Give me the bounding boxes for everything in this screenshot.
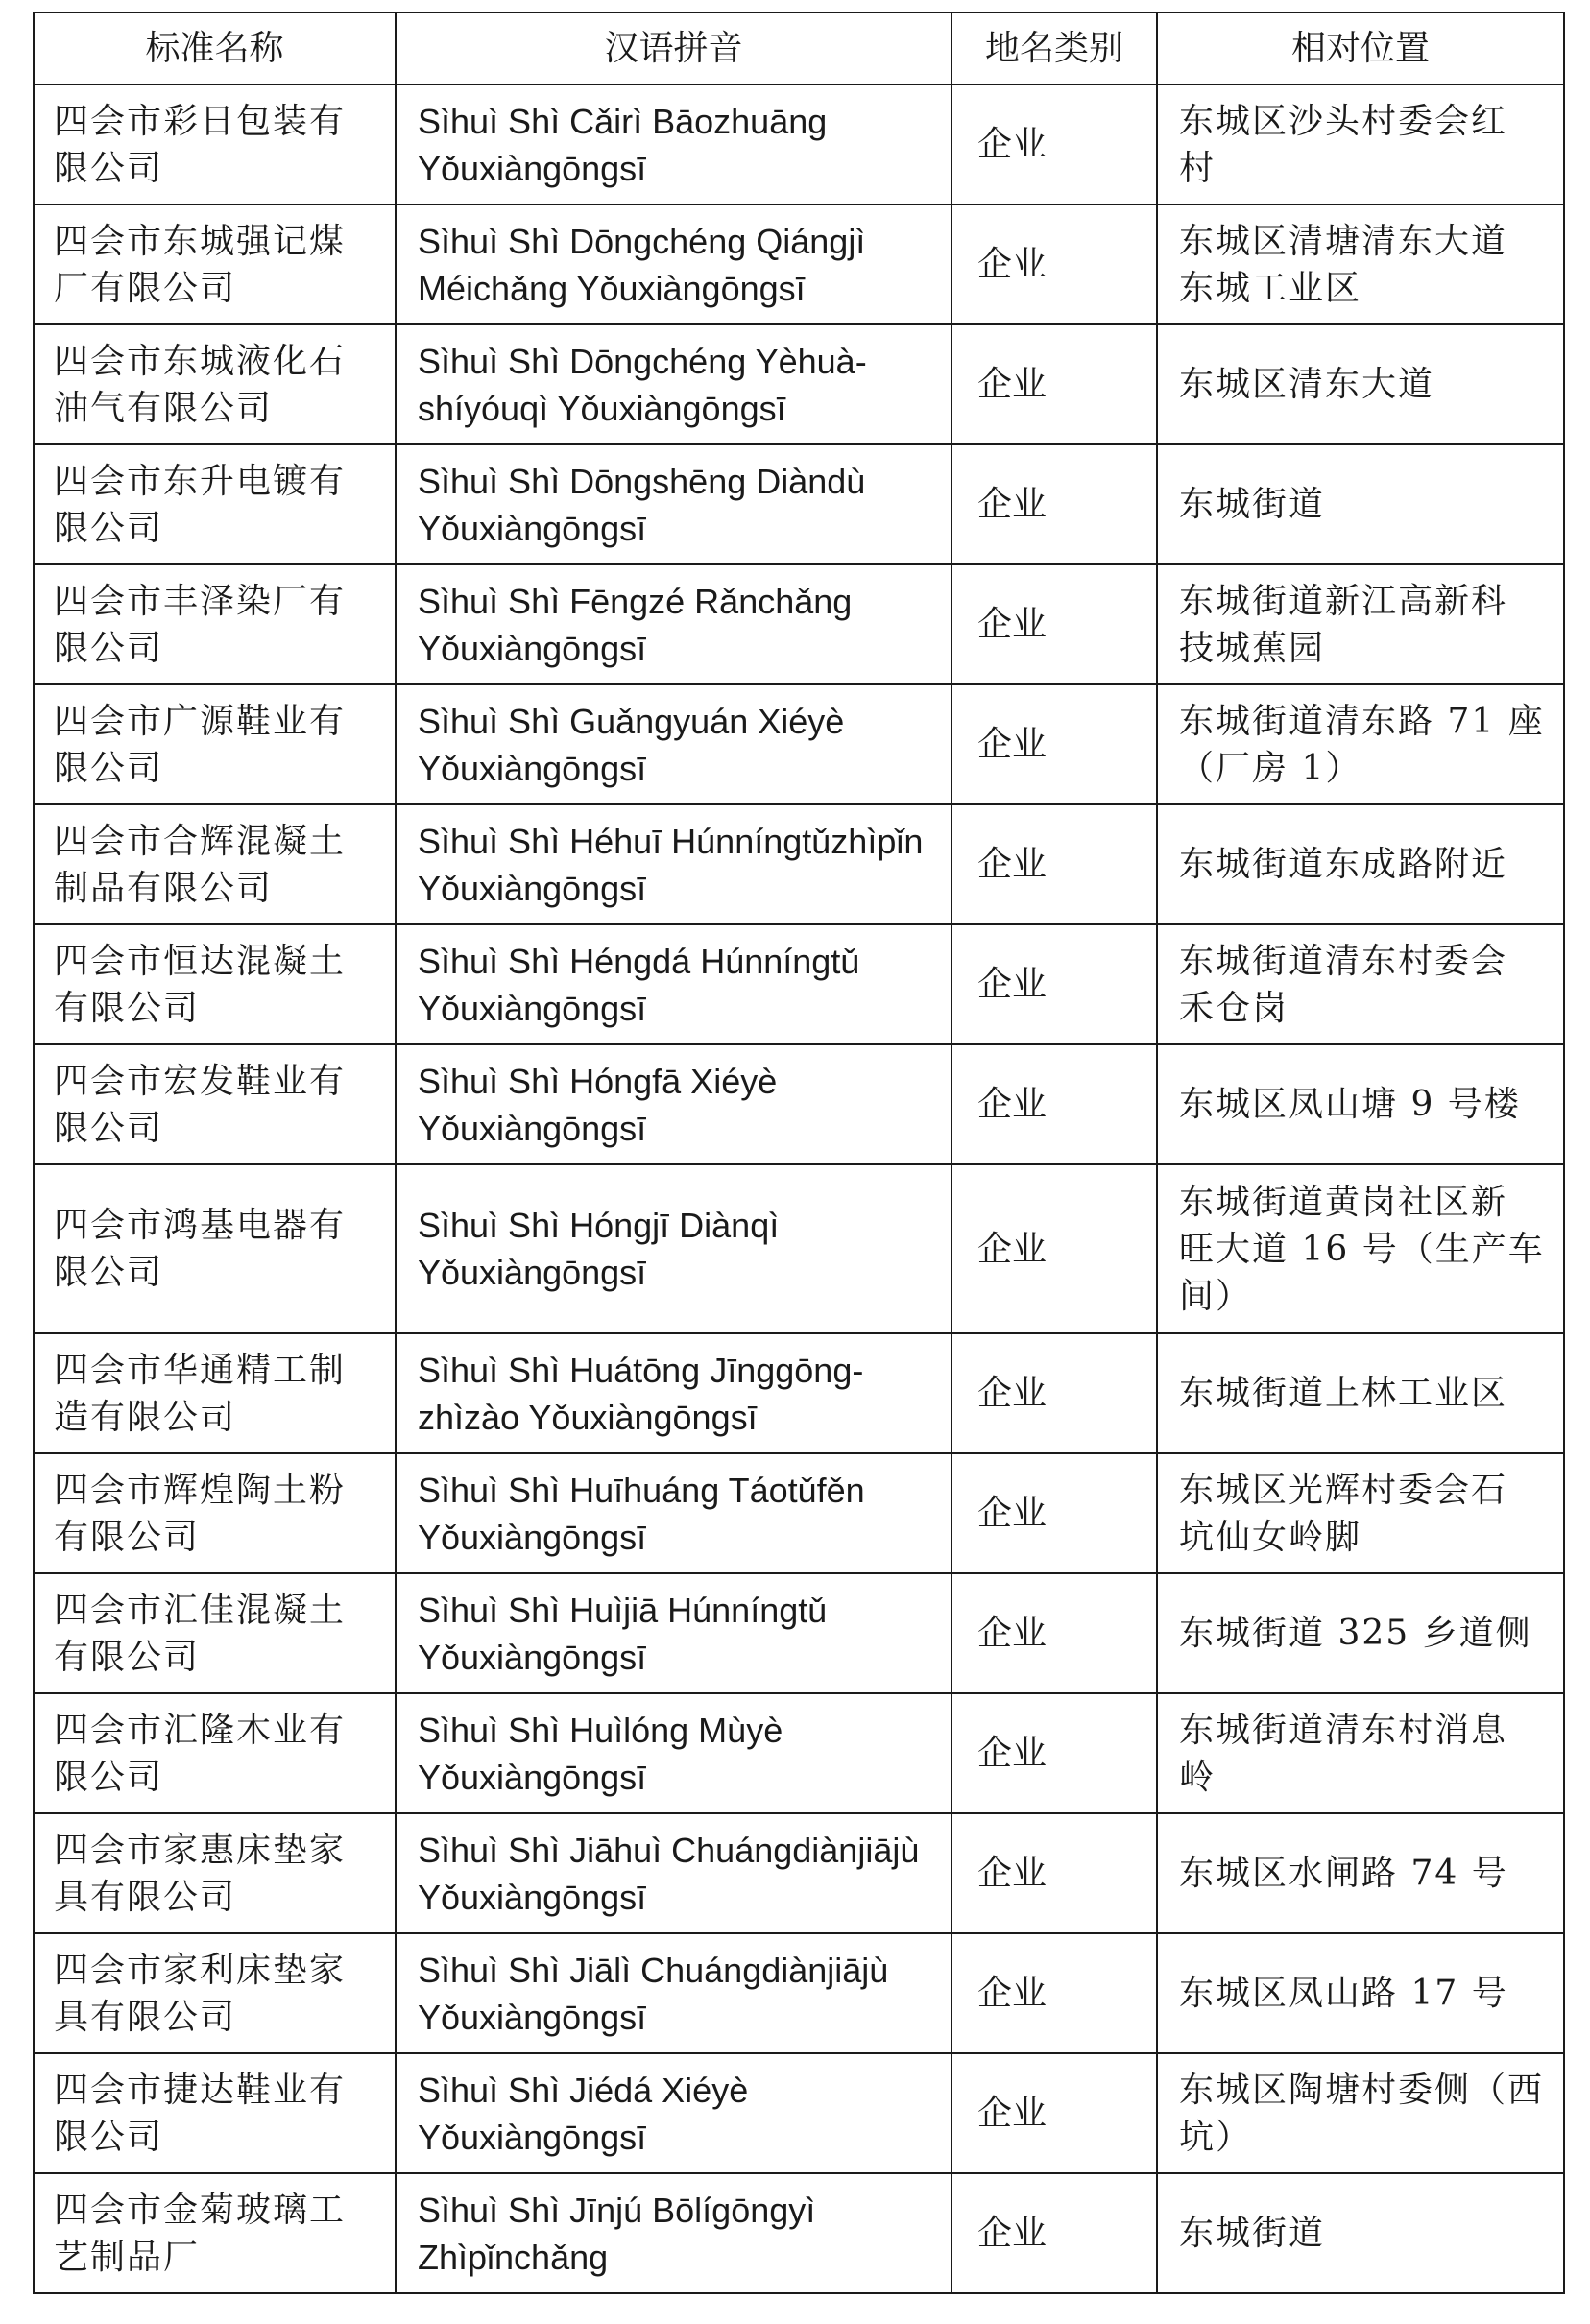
table-row: [34, 684, 1564, 804]
cell-line: 东城区水闸路 74 号: [1179, 1854, 1508, 1893]
table-row: [34, 1044, 1564, 1164]
category-cell: 企业: [952, 2053, 1157, 2173]
cell-line: Yǒuxiàngōngsī: [418, 1997, 647, 2037]
table-row: [34, 2173, 1564, 2293]
location-cell: [1157, 924, 1564, 1044]
cell-line: Méichǎng Yǒuxiàngōngsī: [418, 268, 806, 308]
cell-line: 东城区清东大道: [1179, 365, 1435, 404]
location-cell: [1157, 1693, 1564, 1813]
standard-name-cell: [34, 1813, 396, 1933]
pinyin-cell: [396, 1573, 952, 1693]
cell-line: Yǒuxiàngōngsī: [418, 748, 647, 788]
cell-line: 四会市金菊玻璃工: [54, 2190, 347, 2230]
category-cell: 企业: [952, 1333, 1157, 1453]
cell-line: 四会市华通精工制: [54, 1350, 347, 1390]
pinyin-cell: [396, 324, 952, 444]
table-row: [34, 1333, 1564, 1453]
location-cell: [1157, 684, 1564, 804]
table-row: [34, 84, 1564, 204]
cell-line: 东城区沙头村委会红: [1179, 101, 1508, 141]
cell-line: 四会市彩日包装有: [54, 101, 347, 141]
standard-name-cell: [34, 1573, 396, 1693]
cell-line: Yǒuxiàngōngsī: [418, 988, 647, 1028]
cell-line: 限公司: [54, 508, 164, 548]
table-row: [34, 1813, 1564, 1933]
category-cell: 企业: [952, 1164, 1157, 1333]
standard-name-cell: [34, 2173, 396, 2293]
cell-line: 有限公司: [54, 1637, 201, 1677]
cell-line: 旺大道 16 号（生产车: [1179, 1229, 1545, 1269]
category-cell: 企业: [952, 564, 1157, 684]
table-row: [34, 564, 1564, 684]
pinyin-cell: [396, 804, 952, 924]
cell-line: 东城街道黄岗社区新: [1179, 1182, 1508, 1222]
cell-line: Sìhuì Shì Huìjiā Húnníngtǔ: [418, 1590, 828, 1630]
category-cell: 企业: [952, 1693, 1157, 1813]
cell-line: 四会市东升电镀有: [54, 461, 347, 501]
cell-line: Yǒuxiàngōngsī: [418, 868, 647, 908]
cell-line: 技城蕉园: [1179, 628, 1326, 668]
cell-line: 四会市家惠床垫家: [54, 1830, 347, 1870]
cell-line: 四会市汇佳混凝土: [54, 1590, 347, 1630]
cell-line: 东城街道: [1179, 485, 1326, 524]
cell-line: Sìhuì Shì Jiédá Xiéyè: [418, 2070, 749, 2110]
cell-line: 四会市广源鞋业有: [54, 701, 347, 741]
pinyin-cell: [396, 1933, 952, 2053]
location-cell: [1157, 1164, 1564, 1333]
cell-line: 四会市东城液化石: [54, 341, 347, 381]
category-cell: 企业: [952, 204, 1157, 324]
cell-line: 四会市汇隆木业有: [54, 1710, 347, 1750]
cell-line: Sìhuì Shì Jiāhuì Chuángdiànjiājù: [418, 1830, 920, 1870]
pinyin-cell: [396, 2053, 952, 2173]
category-cell: 企业: [952, 924, 1157, 1044]
cell-line: 禾仓岗: [1179, 988, 1289, 1028]
category-cell: 企业: [952, 1813, 1157, 1933]
table-row: [34, 2053, 1564, 2173]
cell-line: 东城区陶塘村委侧（西: [1179, 2070, 1545, 2110]
category-cell: 企业: [952, 324, 1157, 444]
cell-line: Yǒuxiàngōngsī: [418, 628, 647, 668]
cell-line: 东城街道清东村消息: [1179, 1710, 1508, 1750]
table-header-row: [34, 12, 1564, 84]
table-row: [34, 1933, 1564, 2053]
cell-line: Sìhuì Shì Dōngshēng Diàndù: [418, 461, 866, 501]
cell-line: 东城街道清东村委会: [1179, 941, 1508, 981]
header-standard-name: 标准名称: [34, 12, 396, 84]
cell-line: 限公司: [54, 2117, 164, 2157]
location-cell: [1157, 1813, 1564, 1933]
table-row: [34, 324, 1564, 444]
category-cell: 企业: [952, 1044, 1157, 1164]
cell-line: 四会市宏发鞋业有: [54, 1061, 347, 1101]
table-row: [34, 1693, 1564, 1813]
cell-line: 间）: [1179, 1276, 1253, 1316]
cell-line: Sìhuì Shì Hóngjī Diànqì: [418, 1206, 780, 1245]
cell-line: 限公司: [54, 148, 164, 188]
table-row: [34, 1453, 1564, 1573]
cell-line: 具有限公司: [54, 1877, 237, 1917]
cell-line: 有限公司: [54, 1517, 201, 1557]
pinyin-cell: [396, 1693, 952, 1813]
cell-line: Sìhuì Shì Hóngfā Xiéyè: [418, 1061, 778, 1101]
standard-name-cell: [34, 804, 396, 924]
cell-line: Sìhuì Shì Dōngchéng Qiángjì: [418, 221, 866, 261]
standard-name-cell: [34, 1164, 396, 1333]
cell-line: 四会市鸿基电器有: [54, 1206, 347, 1245]
table-row: [34, 924, 1564, 1044]
cell-line: 岭: [1179, 1757, 1217, 1797]
category-cell: 企业: [952, 1933, 1157, 2053]
standard-name-cell: [34, 1333, 396, 1453]
cell-line: 四会市家利床垫家: [54, 1950, 347, 1990]
pinyin-cell: [396, 1333, 952, 1453]
cell-line: 四会市恒达混凝土: [54, 941, 347, 981]
cell-line: 厂有限公司: [54, 268, 237, 308]
category-cell: 企业: [952, 804, 1157, 924]
category-cell: 企业: [952, 84, 1157, 204]
cell-line: 限公司: [54, 628, 164, 668]
cell-line: 坑）: [1179, 2117, 1253, 2157]
header-location: 相对位置: [1157, 12, 1564, 84]
cell-line: 四会市东城强记煤: [54, 221, 347, 261]
cell-line: Yǒuxiàngōngsī: [418, 2117, 647, 2157]
cell-line: Yǒuxiàngōngsī: [418, 1253, 647, 1292]
cell-line: Yǒuxiàngōngsī: [418, 148, 647, 188]
cell-line: 有限公司: [54, 988, 201, 1028]
cell-line: 艺制品厂: [54, 2237, 201, 2277]
table-row: [34, 204, 1564, 324]
cell-line: 制品有限公司: [54, 868, 274, 908]
cell-line: Zhìpǐnchǎng: [418, 2237, 609, 2277]
cell-line: 限公司: [54, 1757, 164, 1797]
category-cell: 企业: [952, 1453, 1157, 1573]
location-cell: [1157, 1044, 1564, 1164]
table-row: [34, 1573, 1564, 1693]
cell-line: Sìhuì Shì Cǎirì Bāozhuāng: [418, 101, 828, 141]
pinyin-cell: [396, 444, 952, 564]
pinyin-cell: [396, 1164, 952, 1333]
cell-line: Sìhuì Shì Jīnjú Bōlígōngyì: [418, 2190, 816, 2230]
cell-line: 限公司: [54, 748, 164, 788]
pinyin-cell: [396, 84, 952, 204]
cell-line: 四会市合辉混凝土: [54, 821, 347, 861]
place-name-table: [33, 12, 1565, 2294]
cell-line: 村: [1179, 148, 1217, 188]
cell-line: Sìhuì Shì Huìlóng Mùyè: [418, 1710, 783, 1750]
cell-line: 东城区光辉村委会石: [1179, 1470, 1508, 1510]
table-body: [34, 84, 1564, 2293]
pinyin-cell: [396, 1453, 952, 1573]
location-cell: [1157, 2053, 1564, 2173]
cell-line: Sìhuì Shì Huīhuáng Táotǔfěn: [418, 1470, 865, 1510]
cell-line: 东城区凤山路 17 号: [1179, 1974, 1508, 2013]
cell-line: 东城街道清东路 71 座: [1179, 701, 1545, 741]
standard-name-cell: [34, 1693, 396, 1813]
cell-line: 东城区清塘清东大道: [1179, 221, 1508, 261]
pinyin-cell: [396, 204, 952, 324]
cell-line: 限公司: [54, 1253, 164, 1292]
standard-name-cell: [34, 1933, 396, 2053]
cell-line: 东城街道上林工业区: [1179, 1374, 1508, 1413]
standard-name-cell: [34, 924, 396, 1044]
cell-line: zhìzào Yǒuxiàngōngsī: [418, 1397, 758, 1437]
location-cell: [1157, 1453, 1564, 1573]
standard-name-cell: [34, 444, 396, 564]
standard-name-cell: [34, 324, 396, 444]
header-pinyin: 汉语拼音: [396, 12, 952, 84]
location-cell: [1157, 84, 1564, 204]
table-row: [34, 444, 1564, 564]
cell-line: 油气有限公司: [54, 388, 274, 428]
cell-line: Yǒuxiàngōngsī: [418, 1877, 647, 1917]
cell-line: 造有限公司: [54, 1397, 237, 1437]
cell-line: 东城区凤山塘 9 号楼: [1179, 1085, 1521, 1124]
location-cell: [1157, 204, 1564, 324]
pinyin-cell: [396, 2173, 952, 2293]
standard-name-cell: [34, 84, 396, 204]
category-cell: 企业: [952, 1573, 1157, 1693]
cell-line: Yǒuxiàngōngsī: [418, 1517, 647, 1557]
cell-line: Yǒuxiàngōngsī: [418, 1637, 647, 1677]
header-category: 地名类别: [952, 12, 1157, 84]
cell-line: Yǒuxiàngōngsī: [418, 508, 647, 548]
location-cell: [1157, 1333, 1564, 1453]
cell-line: Yǒuxiàngōngsī: [418, 1108, 647, 1148]
category-cell: 企业: [952, 684, 1157, 804]
location-cell: [1157, 444, 1564, 564]
standard-name-cell: [34, 684, 396, 804]
location-cell: [1157, 1573, 1564, 1693]
location-cell: [1157, 324, 1564, 444]
cell-line: 坑仙女岭脚: [1179, 1517, 1362, 1557]
cell-line: Yǒuxiàngōngsī: [418, 1757, 647, 1797]
pinyin-cell: [396, 924, 952, 1044]
pinyin-cell: [396, 1813, 952, 1933]
location-cell: [1157, 804, 1564, 924]
cell-line: Sìhuì Shì Jiālì Chuángdiànjiājù: [418, 1950, 889, 1990]
cell-line: Sìhuì Shì Héhuī Húnníngtǔzhìpǐn: [418, 821, 924, 861]
location-cell: [1157, 1933, 1564, 2053]
pinyin-cell: [396, 684, 952, 804]
category-cell: 企业: [952, 2173, 1157, 2293]
standard-name-cell: [34, 204, 396, 324]
standard-name-cell: [34, 2053, 396, 2173]
cell-line: Sìhuì Shì Fēngzé Rǎnchǎng: [418, 581, 853, 621]
cell-line: Sìhuì Shì Huátōng Jīnggōng-: [418, 1350, 864, 1390]
cell-line: 东城街道东成路附近: [1179, 845, 1508, 884]
standard-name-cell: [34, 564, 396, 684]
cell-line: Sìhuì Shì Dōngchéng Yèhuà-: [418, 341, 867, 381]
cell-line: 限公司: [54, 1108, 164, 1148]
cell-line: 具有限公司: [54, 1997, 237, 2037]
cell-line: 东城街道: [1179, 2214, 1326, 2253]
cell-line: （厂房 1）: [1179, 748, 1362, 788]
cell-line: Sìhuì Shì Héngdá Húnníngtǔ: [418, 941, 860, 981]
standard-name-cell: [34, 1453, 396, 1573]
standard-name-cell: [34, 1044, 396, 1164]
cell-line: 东城工业区: [1179, 268, 1362, 308]
cell-line: 四会市辉煌陶土粉: [54, 1470, 347, 1510]
location-cell: [1157, 2173, 1564, 2293]
cell-line: Sìhuì Shì Guǎngyuán Xiéyè: [418, 701, 845, 741]
location-cell: [1157, 564, 1564, 684]
pinyin-cell: [396, 1044, 952, 1164]
cell-line: shíyóuqì Yǒuxiàngōngsī: [418, 388, 786, 428]
cell-line: 四会市捷达鞋业有: [54, 2070, 347, 2110]
table-row: [34, 1164, 1564, 1333]
cell-line: 东城街道新江高新科: [1179, 581, 1508, 621]
table-row: [34, 804, 1564, 924]
category-cell: 企业: [952, 444, 1157, 564]
cell-line: 四会市丰泽染厂有: [54, 581, 347, 621]
pinyin-cell: [396, 564, 952, 684]
cell-line: 东城街道 325 乡道侧: [1179, 1614, 1532, 1653]
